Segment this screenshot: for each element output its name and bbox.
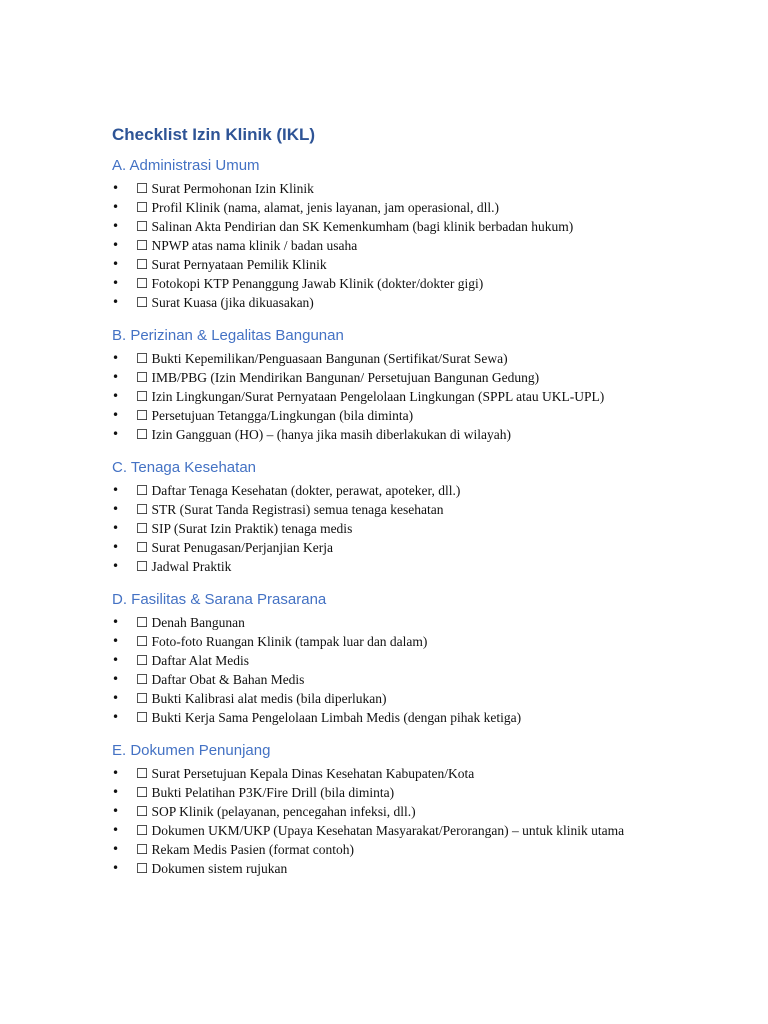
checkbox-icon: ☐	[136, 483, 149, 498]
bullet-icon: •	[112, 785, 120, 799]
checklist-section	[112, 326, 712, 444]
bullet-icon: •	[112, 200, 120, 214]
checkbox-icon: ☐	[136, 615, 149, 630]
checklist-item	[112, 651, 712, 670]
bullet-icon: •	[112, 804, 120, 818]
page-title: Checklist Izin Klinik (IKL)	[112, 125, 316, 144]
checkbox-icon: ☐	[136, 181, 149, 196]
checklist-item	[112, 708, 712, 727]
bullet-icon: •	[112, 238, 120, 252]
checkbox-icon: ☐	[136, 295, 149, 310]
checkbox-icon: ☐	[136, 672, 149, 687]
checklist-item-label: Daftar Tenaga Kesehatan (dokter, perawat, apoteker, dll.)	[151, 483, 461, 498]
bullet-icon: •	[112, 653, 120, 667]
checkbox-icon: ☐	[136, 257, 149, 272]
checklist	[112, 179, 712, 312]
checkbox-icon: ☐	[136, 238, 149, 253]
checklist-section	[112, 741, 712, 878]
checklist-item	[112, 217, 712, 236]
checklist-item	[112, 802, 712, 821]
checklist-item	[112, 406, 712, 425]
checkbox-icon: ☐	[136, 634, 149, 649]
checklist-item	[112, 613, 712, 632]
bullet-icon: •	[112, 861, 120, 875]
checklist-section	[112, 590, 712, 727]
checklist	[112, 481, 712, 576]
checklist-item-label: STR (Surat Tanda Registrasi) semua tenaga kesehatan	[151, 502, 444, 517]
checklist-section	[112, 156, 712, 312]
checklist-item-label: Surat Persetujuan Kepala Dinas Kesehatan Kabupaten/Kota	[151, 766, 475, 781]
checklist-item-label: Surat Pernyataan Pemilik Klinik	[151, 257, 327, 272]
checklist	[112, 613, 712, 727]
checkbox-icon: ☐	[136, 823, 149, 838]
checkbox-icon: ☐	[136, 502, 149, 517]
checklist-item	[112, 179, 712, 198]
checklist-item	[112, 255, 712, 274]
checkbox-icon: ☐	[136, 842, 149, 857]
bullet-icon: •	[112, 842, 120, 856]
checkbox-icon: ☐	[136, 408, 149, 423]
checklist	[112, 764, 712, 878]
checklist-item-label: Bukti Pelatihan P3K/Fire Drill (bila diminta)	[151, 785, 395, 800]
bullet-icon: •	[112, 766, 120, 780]
checklist-item-label: Surat Kuasa (jika dikuasakan)	[151, 295, 314, 310]
checklist-item	[112, 293, 712, 312]
checklist-item	[112, 500, 712, 519]
checklist-item-label: Foto-foto Ruangan Klinik (tampak luar dan dalam)	[151, 634, 428, 649]
checklist-item-label: Izin Lingkungan/Surat Pernyataan Pengelolaan Lingkungan (SPPL atau UKL-UPL)	[151, 389, 605, 404]
checklist-item-label: Rekam Medis Pasien (format contoh)	[151, 842, 354, 857]
checklist-item-label: Bukti Kepemilikan/Penguasaan Bangunan (Sertifikat/Surat Sewa)	[151, 351, 508, 366]
bullet-icon: •	[112, 710, 120, 724]
checklist-item-label: Daftar Obat & Bahan Medis	[151, 672, 305, 687]
checkbox-icon: ☐	[136, 389, 149, 404]
checkbox-icon: ☐	[136, 785, 149, 800]
checklist-item	[112, 764, 712, 783]
checklist-item	[112, 689, 712, 708]
checklist-item-label: Salinan Akta Pendirian dan SK Kemenkumham (bagi klinik berbadan hukum)	[151, 219, 574, 234]
bullet-icon: •	[112, 370, 120, 384]
checklist-item-label: Denah Bangunan	[151, 615, 245, 630]
bullet-icon: •	[112, 823, 120, 837]
checkbox-icon: ☐	[136, 219, 149, 234]
bullet-icon: •	[112, 257, 120, 271]
section-heading: B. Perizinan & Legalitas Bangunan	[112, 327, 344, 344]
checklist-item	[112, 859, 712, 878]
bullet-icon: •	[112, 634, 120, 648]
checklist-item-label: Surat Penugasan/Perjanjian Kerja	[151, 540, 333, 555]
bullet-icon: •	[112, 521, 120, 535]
bullet-icon: •	[112, 408, 120, 422]
bullet-icon: •	[112, 483, 120, 497]
checklist-item-label: Profil Klinik (nama, alamat, jenis layanan, jam operasional, dll.)	[151, 200, 500, 215]
checklist-item-label: Bukti Kalibrasi alat medis (bila diperlukan)	[151, 691, 387, 706]
checkbox-icon: ☐	[136, 351, 149, 366]
checklist-item	[112, 670, 712, 689]
bullet-icon: •	[112, 181, 120, 195]
checkbox-icon: ☐	[136, 370, 149, 385]
checklist-item-label: Izin Gangguan (HO) – (hanya jika masih diberlakukan di wilayah)	[151, 427, 511, 442]
bullet-icon: •	[112, 502, 120, 516]
bullet-icon: •	[112, 691, 120, 705]
checklist-item-label: Dokumen sistem rujukan	[151, 861, 288, 876]
checklist-item	[112, 821, 712, 840]
bullet-icon: •	[112, 351, 120, 365]
checkbox-icon: ☐	[136, 559, 149, 574]
checklist-item-label: SOP Klinik (pelayanan, pencegahan infeksi, dll.)	[151, 804, 416, 819]
checklist-item	[112, 783, 712, 802]
checklist-item	[112, 481, 712, 500]
checklist-item	[112, 349, 712, 368]
checklist-item	[112, 368, 712, 387]
checkbox-icon: ☐	[136, 861, 149, 876]
sections-container	[112, 156, 712, 878]
bullet-icon: •	[112, 615, 120, 629]
checklist-item-label: Jadwal Praktik	[151, 559, 232, 574]
bullet-icon: •	[112, 672, 120, 686]
bullet-icon: •	[112, 295, 120, 309]
checkbox-icon: ☐	[136, 521, 149, 536]
checkbox-icon: ☐	[136, 804, 149, 819]
section-heading: C. Tenaga Kesehatan	[112, 459, 257, 476]
section-heading: A. Administrasi Umum	[112, 157, 260, 174]
checklist-item-label: Dokumen UKM/UKP (Upaya Kesehatan Masyarakat/Perorangan) – untuk klinik utama	[151, 823, 625, 838]
checklist-item	[112, 840, 712, 859]
checklist-item-label: SIP (Surat Izin Praktik) tenaga medis	[151, 521, 353, 536]
bullet-icon: •	[112, 276, 120, 290]
checkbox-icon: ☐	[136, 276, 149, 291]
checklist-item	[112, 274, 712, 293]
checklist-item	[112, 387, 712, 406]
checkbox-icon: ☐	[136, 200, 149, 215]
document-page	[112, 124, 712, 892]
checklist-item	[112, 557, 712, 576]
checklist-item-label: Surat Permohonan Izin Klinik	[151, 181, 314, 196]
section-heading: E. Dokumen Penunjang	[112, 742, 271, 759]
bullet-icon: •	[112, 540, 120, 554]
checklist-section	[112, 458, 712, 576]
bullet-icon: •	[112, 559, 120, 573]
checkbox-icon: ☐	[136, 653, 149, 668]
checkbox-icon: ☐	[136, 766, 149, 781]
checklist-item-label: Persetujuan Tetangga/Lingkungan (bila diminta)	[151, 408, 414, 423]
section-heading: D. Fasilitas & Sarana Prasarana	[112, 591, 327, 608]
bullet-icon: •	[112, 389, 120, 403]
checklist-item	[112, 425, 712, 444]
checkbox-icon: ☐	[136, 427, 149, 442]
checklist-item-label: NPWP atas nama klinik / badan usaha	[151, 238, 358, 253]
bullet-icon: •	[112, 219, 120, 233]
checklist	[112, 349, 712, 444]
checklist-item-label: Bukti Kerja Sama Pengelolaan Limbah Medis (dengan pihak ketiga)	[151, 710, 522, 725]
checklist-item	[112, 538, 712, 557]
checklist-item	[112, 632, 712, 651]
checklist-item-label: Fotokopi KTP Penanggung Jawab Klinik (dokter/dokter gigi)	[151, 276, 484, 291]
bullet-icon: •	[112, 427, 120, 441]
checkbox-icon: ☐	[136, 540, 149, 555]
checkbox-icon: ☐	[136, 710, 149, 725]
checklist-item-label: IMB/PBG (Izin Mendirikan Bangunan/ Persetujuan Bangunan Gedung)	[151, 370, 540, 385]
checkbox-icon: ☐	[136, 691, 149, 706]
checklist-item-label: Daftar Alat Medis	[151, 653, 249, 668]
checklist-item	[112, 198, 712, 217]
checklist-item	[112, 236, 712, 255]
checklist-item	[112, 519, 712, 538]
